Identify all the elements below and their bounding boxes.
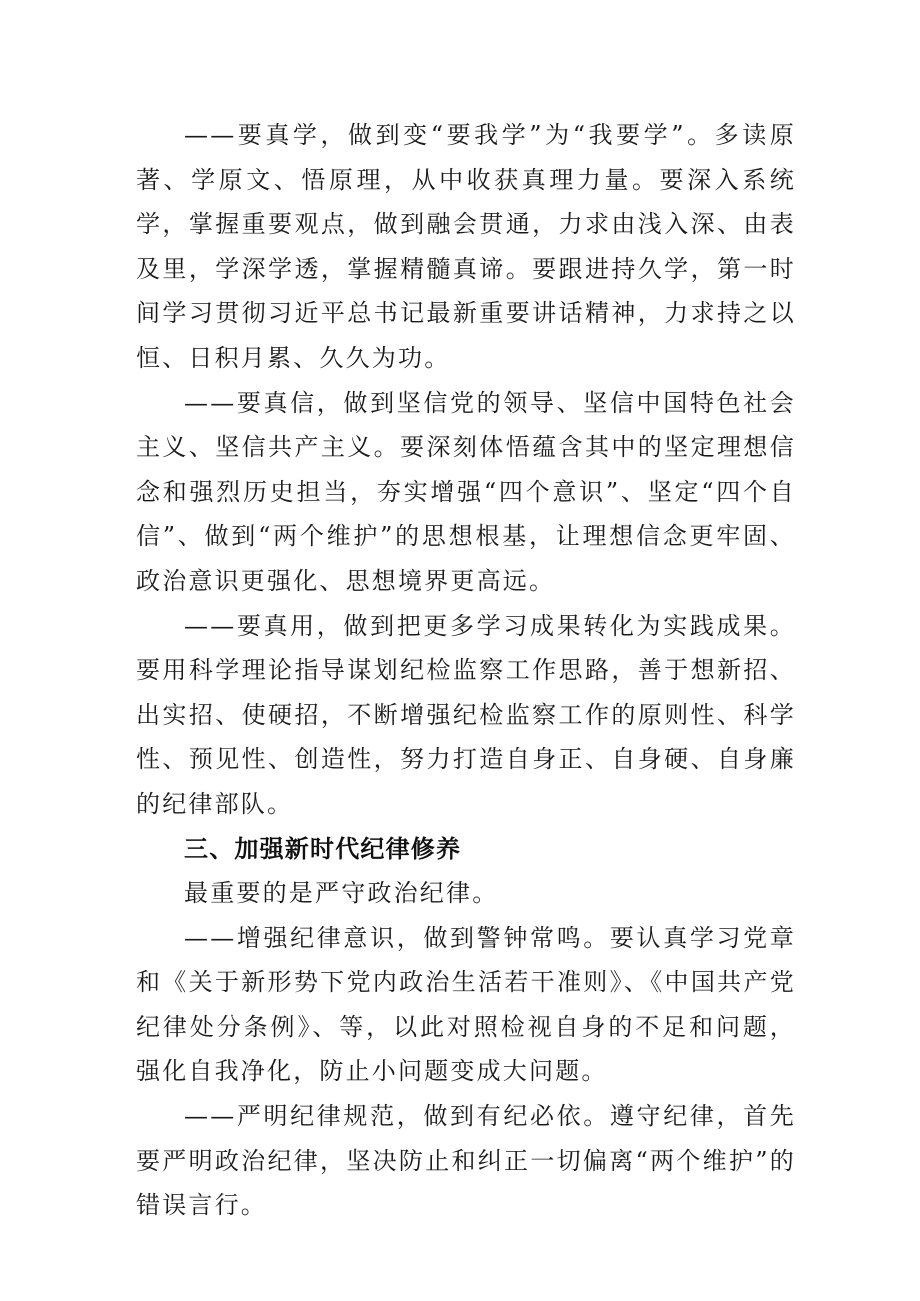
paragraph-true-study: ——要真学，做到变“要我学”为“我要学”。多读原著、学原文、悟原理，从中收获真理力量。要深入系统学，掌握重要观点，做到融会贯通，力求由浅入深、由表及里，学深学透，掌握精髓真谛。要跟进持久学，第一时间学习贯彻习近平总书记最新重要讲话精神，力求持之以恒、日积月累、久久为功。 <box>136 121 796 372</box>
paragraph-true-belief: ——要真信，做到坚信党的领导、坚信中国特色社会主义、坚信共产主义。要深刻体悟蕴含其中的坚定理想信念和强烈历史担当，夯实增强“四个意识”、坚定“四个自信”、做到“两个维护”的思想根基，让理想信念更牢固、政治意识更强化、思想境界更高远。 <box>136 388 796 595</box>
document-body <box>136 113 796 1228</box>
section-heading: 三、加强新时代纪律修养 <box>184 834 462 863</box>
paragraph-political-discipline: 最重要的是严守政治纪律。 <box>184 879 499 908</box>
paragraph-discipline-norms: ——严明纪律规范，做到有纪必依。遵守纪律，首先要严明政治纪律，坚决防止和纠正一切偏离“两个维护”的错误言行。 <box>136 1102 796 1220</box>
paragraph-true-use: ——要真用，做到把更多学习成果转化为实践成果。要用科学理论指导谋划纪检监察工作思路，善于想新招、出实招、使硬招，不断增强纪检监察工作的原则性、科学性、预见性、创造性，努力打造自身正、自身硬、自身廉的纪律部队。 <box>136 611 796 818</box>
paragraph-discipline-awareness: ——增强纪律意识，做到警钟常鸣。要认真学习党章和《关于新形势下党内政治生活若干准则》、《中国共产党纪律处分条例》、等，以此对照检视自身的不足和问题，强化自我净化，防止小问题变成大问题。 <box>136 923 796 1086</box>
